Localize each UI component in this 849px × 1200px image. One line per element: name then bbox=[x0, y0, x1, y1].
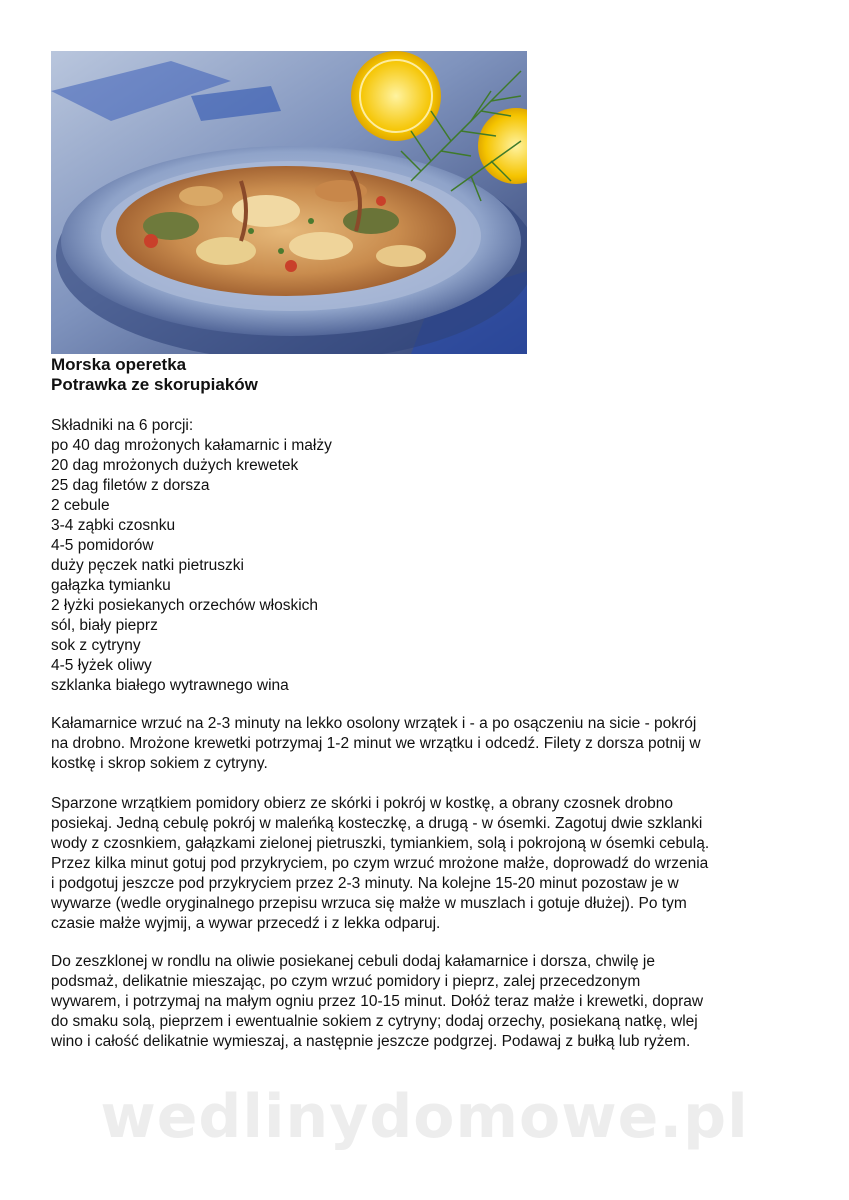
recipe-title: Morska operetka bbox=[51, 355, 187, 374]
ingredient-item: 4-5 łyżek oliwy bbox=[51, 657, 152, 674]
ingredient-item: 2 łyżki posiekanych orzechów włoskich bbox=[51, 597, 319, 614]
ingredient-item: duży pęczek natki pietruszki bbox=[51, 557, 244, 574]
instructions-paragraph-2 bbox=[51, 794, 796, 934]
ingredient-item: gałązka tymianku bbox=[51, 577, 171, 594]
dish-photo bbox=[51, 51, 527, 354]
site-watermark: wedlinydomowe.pl bbox=[100, 1082, 749, 1152]
paragraph-line: podsmaż, delikatnie mieszając, po czym wrzuć pomidory i pieprz, zalej przecedzonym bbox=[51, 973, 641, 990]
paragraph-line: wody z czosnkiem, gałązkami zielonej pietruszki, tymiankiem, solą i pokrojoną w ósemki cebulą. bbox=[51, 835, 710, 852]
paragraph-line: Sparzone wrzątkiem pomidory obierz ze skórki i pokrój w kostkę, a obrany czosnek drobno bbox=[51, 795, 673, 812]
ingredient-item: 20 dag mrożonych dużych krewetek bbox=[51, 457, 299, 474]
paragraph-line: kostkę i skrop sokiem z cytryny. bbox=[51, 755, 268, 772]
paragraph-line: Kałamarnice wrzuć na 2-3 minuty na lekko osolony wrzątek i - a po osączeniu na sicie - pokrój bbox=[51, 715, 697, 732]
ingredient-item: 3-4 ząbki czosnku bbox=[51, 517, 176, 534]
ingredients-header: Składniki na 6 porcji: bbox=[51, 417, 194, 434]
paragraph-line: wywarem, i potrzymaj na małym ogniu przez 10-15 minut. Dołóż teraz małże i krewetki, dopraw bbox=[51, 993, 704, 1010]
recipe-subtitle: Potrawka ze skorupiaków bbox=[51, 375, 258, 394]
paragraph-line: do smaku solą, pieprzem i ewentualnie sokiem z cytryny; dodaj orzechy, posiekaną natkę, wlej bbox=[51, 1013, 698, 1030]
ingredient-item: po 40 dag mrożonych kałamarnic i małży bbox=[51, 437, 332, 454]
instructions-paragraph-3 bbox=[51, 952, 796, 1052]
paragraph-line: czasie małże wyjmij, a wywar przecedź i z lekka odparuj. bbox=[51, 915, 441, 932]
paragraph-line: wywarze (wedle oryginalnego przepisu wrzuca się małże w muszlach i gotuje dłużej). Po tym bbox=[51, 895, 687, 912]
paragraph-line: na drobno. Mrożone krewetki potrzymaj 1-2 minut we wrzątku i odcedź. Filety z dorsza potnij w bbox=[51, 735, 701, 752]
paragraph-line: posiekaj. Jedną cebulę pokrój w maleńką kosteczkę, a drugą - w ósemki. Zagotuj dwie szklanki bbox=[51, 815, 703, 832]
ingredient-item: szklanka białego wytrawnego wina bbox=[51, 677, 289, 694]
paragraph-line: i podgotuj jeszcze pod przykryciem przez 2-3 minuty. Na kolejne 15-20 minut pozostaw je w bbox=[51, 875, 679, 892]
ingredient-item: 25 dag filetów z dorsza bbox=[51, 477, 210, 494]
seafood-stew-image bbox=[51, 51, 527, 354]
paragraph-line: Przez kilka minut gotuj pod przykryciem, po czym wrzuć mrożone małże, doprowadź do wrzenia bbox=[51, 855, 709, 872]
paragraph-line: wino i całość delikatnie wymieszaj, a następnie jeszcze podgrzej. Podawaj z bułką lub ryżem. bbox=[51, 1033, 691, 1050]
instructions-paragraph-1 bbox=[51, 714, 796, 774]
paragraph-line: Do zeszklonej w rondlu na oliwie posiekanej cebuli dodaj kałamarnice i dorsza, chwilę je bbox=[51, 953, 655, 970]
ingredient-item: 2 cebule bbox=[51, 497, 110, 514]
recipe-heading bbox=[51, 355, 258, 395]
ingredients-list bbox=[51, 416, 332, 696]
ingredient-item: sok z cytryny bbox=[51, 637, 141, 654]
ingredient-item: sól, biały pieprz bbox=[51, 617, 158, 634]
ingredient-item: 4-5 pomidorów bbox=[51, 537, 154, 554]
